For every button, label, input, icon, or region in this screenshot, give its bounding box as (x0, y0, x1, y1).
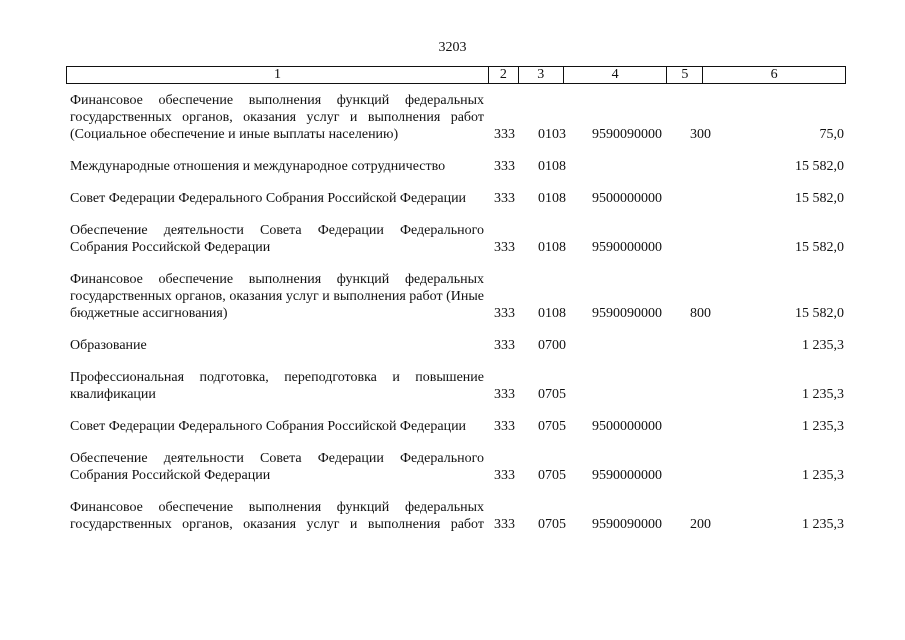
row-section: 0108 (538, 159, 566, 174)
row-section: 0108 (538, 240, 566, 255)
row-csr: 9590000000 (592, 240, 662, 255)
row-sum: 1 235,3 (802, 468, 844, 483)
row-gr: 333 (494, 191, 515, 206)
row-gr: 333 (494, 159, 515, 174)
row-vr: 800 (690, 306, 711, 321)
row-vr: 300 (690, 127, 711, 142)
row-section: 0705 (538, 387, 566, 402)
row-csr: 9500000000 (592, 191, 662, 206)
row-gr: 333 (494, 306, 515, 321)
row-name: Профессиональная подготовка, переподготовка и повышение квалификации (70, 370, 484, 402)
row-name: Совет Федерации Федерального Собрания Российской Федерации (70, 419, 467, 434)
row-section: 0700 (538, 338, 566, 353)
row-csr: 9590090000 (592, 306, 662, 321)
header-col-3: 3 (518, 67, 563, 83)
table-row (70, 271, 846, 322)
row-name: Обеспечение деятельности Совета Федерации Федерального Собрания Российской Федерации (70, 223, 484, 255)
table-row (70, 369, 846, 403)
row-gr: 333 (494, 387, 515, 402)
table-row (70, 222, 846, 256)
row-name: Обеспечение деятельности Совета Федерации Федерального Собрания Российской Федерации (70, 451, 484, 483)
row-gr: 333 (494, 127, 515, 142)
row-section: 0108 (538, 306, 566, 321)
table-row (70, 158, 846, 175)
row-section: 0108 (538, 191, 566, 206)
row-csr: 9590090000 (592, 127, 662, 142)
row-sum: 1 235,3 (802, 517, 844, 532)
table-row (70, 418, 846, 435)
header-col-2: 2 (488, 67, 518, 83)
row-name: Международные отношения и международное сотрудничество (70, 159, 446, 174)
row-csr: 9500000000 (592, 419, 662, 434)
row-gr: 333 (494, 338, 515, 353)
table-row (70, 92, 846, 143)
row-name: Финансовое обеспечение выполнения функций федеральных государственных органов, оказания услуг и выполнения работ (70, 500, 484, 532)
row-name: Образование (70, 338, 147, 353)
table-row (70, 190, 846, 207)
row-gr: 333 (494, 240, 515, 255)
row-vr: 200 (690, 517, 711, 532)
header-col-1: 1 (273, 67, 281, 82)
row-section: 0705 (538, 468, 566, 483)
table-row (70, 499, 846, 533)
row-csr: 9590000000 (592, 468, 662, 483)
table-header (66, 66, 846, 84)
budget-table (70, 92, 846, 548)
row-sum: 15 582,0 (795, 159, 844, 174)
row-name: Финансовое обеспечение выполнения функций федеральных государственных органов, оказания услуг и выполнения работ (Иные бюджетные ассигнования) (70, 272, 484, 321)
row-name: Финансовое обеспечение выполнения функций федеральных государственных органов, оказания услуг и выполнения работ (Социальное обеспечение и иные выплаты населению) (70, 93, 484, 142)
row-name: Совет Федерации Федерального Собрания Российской Федерации (70, 191, 467, 206)
row-sum: 1 235,3 (802, 387, 844, 402)
row-sum: 1 235,3 (802, 419, 844, 434)
row-section: 0705 (538, 419, 566, 434)
row-sum: 15 582,0 (795, 191, 844, 206)
row-csr: 9590090000 (592, 517, 662, 532)
row-sum: 15 582,0 (795, 306, 844, 321)
row-sum: 15 582,0 (795, 240, 844, 255)
table-row (70, 450, 846, 484)
row-gr: 333 (494, 517, 515, 532)
row-gr: 333 (494, 419, 515, 434)
header-col-4: 4 (563, 67, 667, 83)
table-row (70, 337, 846, 354)
header-col-6: 6 (702, 67, 845, 83)
row-sum: 75,0 (819, 127, 844, 142)
row-section: 0103 (538, 127, 566, 142)
page-number: 3203 (438, 40, 467, 55)
row-section: 0705 (538, 517, 566, 532)
row-gr: 333 (494, 468, 515, 483)
row-sum: 1 235,3 (802, 338, 844, 353)
header-col-5: 5 (666, 67, 702, 83)
